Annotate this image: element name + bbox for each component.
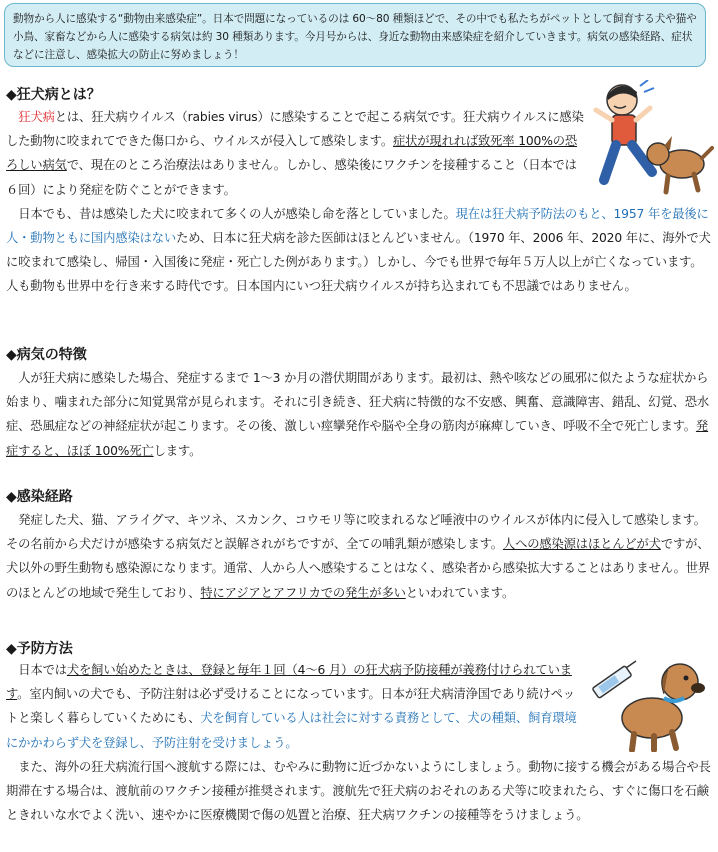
transmission-text-2: ですが、犬以外の野生動物も感染源になります。通常、人から人へ感染することはなく、感染者から感染拡大することはありません。世界のほとんどの地域で発生しており、 xyxy=(6,537,711,600)
section-heading-rabies: ◆狂犬病とは？ xyxy=(6,87,101,103)
section-transmission-body xyxy=(6,508,712,605)
rabies-no-domestic-note: 現在は狂犬病予防法のもと、1957 年を最後に人・動物ともに国内感染はない xyxy=(6,206,709,246)
section-heading-prevention: ◆予防方法 xyxy=(6,641,73,657)
section-heading-transmission: ◆感染経路 xyxy=(6,489,73,505)
prevention-travel-text: また、海外の狂犬病流行国へ渡航する際には、むやみに動物に近づかないようにしましょう。動物に接する機会がある場合や長期滞在する場合は、渡航前のワクチン接種が推奨されます。渡航先で狂犬病のおそれのある犬等に咬まれたら、すぐに傷口を石鹸ときれいな水でよく洗い、速やかに医療機関で傷の処置と治療、狂犬病ワクチンの接種等をうけましょう。 xyxy=(6,759,711,823)
transmission-dog-source-note: 人への感染源はほとんどが犬 xyxy=(502,537,661,552)
prevention-paragraph-2 xyxy=(6,755,712,828)
prevention-text-2: 。室内飼いの犬でも、予防注射は必ず受けることになっています。日本が狂犬病清浄国であり続けペットと楽しく暮らしていくためにも、 xyxy=(6,687,575,726)
section-rabies-body xyxy=(6,105,712,299)
rabies-paragraph-2 xyxy=(6,202,712,299)
rabies-paragraph-1 xyxy=(6,105,712,202)
characteristics-text: 人が狂犬病に感染した場合、発症するまで 1～3 か月の潜伏期間があります。最初は、熱や咳などの風邪に似たような症状から始まり、噛まれた部分に知覚異常が見られます。それに引き続き、狂犬病に特徴的な不安感、興奮、意識障害、錯乱、幻覚、恐水症、恐風症などの神経症状が起こります。その後、激しい痙攣発作や脳や全身の筋肉が麻痺していき、呼吸不全で死亡します。 xyxy=(6,371,710,434)
rabies-p1-text: とは、狂犬病ウイルス（rabies virus）に感染することで起こる病気です。狂犬病ウイルスに感染した動物に咬まれてできた傷口から、ウイルスが侵入して感染します。 xyxy=(6,110,584,149)
transmission-text-3: といわれています。 xyxy=(405,585,515,600)
section-characteristics-body xyxy=(6,366,712,463)
transmission-text: 発症した犬、猫、アライグマ、キツネ、スカンク、コウモリ等に咬まれるなど唾液中のウイルスが体内に侵入して感染します。その名前から犬だけが感染する病気だと誤解されがちですが、全ての哺乳類が感染します。 xyxy=(6,513,706,552)
characteristics-text-2: します。 xyxy=(153,443,202,458)
characteristics-paragraph xyxy=(6,366,712,463)
rabies-p1-text-2: で、現在のところ治療法はありません。しかし、感染後にワクチンを接種すること（日本では６回）により発症を防ぐことができます。 xyxy=(6,158,577,197)
transmission-asia-africa-note: 特にアジアとアフリカでの発生が多い xyxy=(200,585,406,600)
prevention-paragraph-1 xyxy=(6,658,712,755)
prevention-text: 日本では xyxy=(18,663,67,677)
prevention-obligation-note: 犬を飼い始めたときは、登録と毎年１回（4～6 月）の狂犬病予防接種が義務付けられています xyxy=(6,663,572,702)
rabies-term: 狂犬病 xyxy=(18,110,55,124)
rabies-p2-text-2: ため、日本に狂犬病を診た医師はほとんどいません。（1970 年、2006 年、2020 年に、海外で犬に咬まれて感染し、帰国・入国後に発症・死亡した例があります。）しかし、今でも世界で毎年５万人以上が亡くなっています。人も動物も世界中を行き来する時代です。日本国内にいつ狂犬病ウイルスが持ち込まれても不思議ではありません。 xyxy=(6,231,711,294)
section-heading-characteristics: ◆病気の特徴 xyxy=(6,347,87,363)
intro-text: 動物から人に感染する“動物由来感染症”。日本で問題になっているのは 60～80 種類ほどで、その中でも私たちがペットとして飼育する犬や猫や小鳥、家畜などから人に感染する病気は約 30 種類あります。今月号からは、身近な動物由来感染症を紹介していきます。病気の感染経路、症状などに注意し、感染拡大の防止に努めましょう！ xyxy=(13,13,697,61)
characteristics-fatality-note: 発症すると、ほぼ 100%死亡 xyxy=(6,419,709,458)
prevention-responsibility-note: 犬を飼育している人は社会に対する責務として、犬の種類、飼育環境にかかわらず犬を登録し、予防注射を受けましょう。 xyxy=(6,711,577,750)
section-prevention-body xyxy=(6,658,712,827)
transmission-paragraph xyxy=(6,508,712,605)
intro-box xyxy=(4,3,706,67)
rabies-fatality-note: 症状が現れれば致死率 100%の恐ろしい病気 xyxy=(6,134,578,173)
rabies-p2-text: 日本でも、昔は感染した犬に咬まれて多くの人が感染し命を落としていました。 xyxy=(18,206,456,221)
